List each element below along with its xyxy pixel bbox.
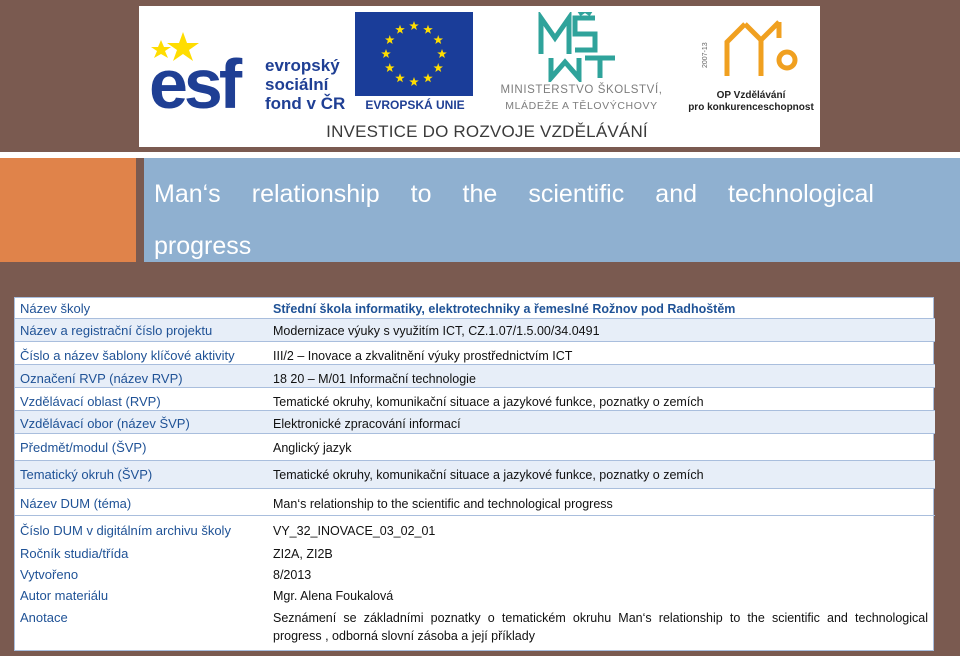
eu-label: EVROPSKÁ UNIE — [365, 98, 465, 112]
row-label: Název a registrační číslo projektu — [20, 323, 213, 338]
row-label: Předmět/modul (ŠVP) — [20, 440, 147, 455]
eu-star-icon — [381, 49, 391, 58]
esf-emblem-icon — [147, 10, 267, 114]
row-value: Man‘s relationship to the scientific and technological progress — [273, 497, 613, 511]
table-row — [15, 319, 935, 342]
row-value: ZI2A, ZI2B — [273, 547, 333, 561]
row-value: VY_32_INOVACE_03_02_01 — [273, 524, 436, 538]
row-value: Tematické okruhy, komunikační situace a jazykové funkce, poznatky o zemích — [273, 395, 704, 409]
table-row — [15, 563, 935, 584]
row-label: Označení RVP (název RVP) — [20, 371, 183, 386]
eu-star-icon — [423, 73, 433, 82]
eu-star-icon — [385, 63, 395, 72]
op-text: OP Vzdělávání pro konkurenceschopnost — [688, 90, 814, 113]
op-emblem-icon — [687, 12, 815, 88]
table-row — [15, 342, 935, 365]
table-row — [15, 541, 935, 563]
table-row — [15, 489, 935, 516]
row-value: Mgr. Alena Foukalová — [273, 589, 394, 603]
row-label: Vzdělávací oblast (RVP) — [20, 394, 161, 409]
esf-text: evropský sociální fond v ČR — [265, 56, 346, 113]
esf-logo — [147, 10, 355, 114]
table-row — [15, 365, 935, 388]
logo-banner — [139, 6, 820, 147]
msmt-monogram-icon — [479, 12, 684, 82]
row-label: Ročník studia/třída — [20, 546, 129, 561]
msmt-logo — [479, 12, 684, 114]
row-value: Střední škola informatiky, elektrotechniky a řemeslné Rožnov pod Radhoštěm — [273, 302, 736, 316]
msmt-line1: MINISTERSTVO ŠKOLSTVÍ, — [500, 84, 663, 96]
table-row — [15, 461, 935, 489]
eu-star-icon — [409, 77, 419, 86]
svg-text:esf: esf — [149, 45, 239, 114]
row-value: 8/2013 — [273, 568, 312, 582]
row-value: Modernizace výuky s využitím ICT, CZ.1.07/1.5.00/34.0491 — [273, 324, 600, 338]
row-label: Vytvořeno — [20, 567, 79, 582]
op-logo — [687, 12, 815, 114]
page-title: Man‘s relationship to the scientific and technological progress — [154, 180, 874, 260]
eu-star-icon — [395, 25, 405, 34]
row-label: Tematický okruh (ŠVP) — [20, 467, 153, 482]
info-table — [14, 297, 934, 651]
msmt-line2: MLÁDEŽE A TĚLOVÝCHOVY — [505, 100, 658, 112]
row-label: Anotace — [20, 610, 68, 625]
eu-logo — [355, 12, 475, 114]
table-row — [15, 606, 935, 650]
eu-star-icon — [385, 35, 395, 44]
eu-star-icon — [434, 35, 444, 44]
eu-star-icon — [409, 21, 419, 30]
row-value: III/2 – Inovace a zkvalitnění výuky prostřednictvím ICT — [273, 349, 573, 363]
row-label: Název školy — [20, 301, 91, 316]
row-label: Číslo a název šablony klíčové aktivity — [20, 348, 235, 363]
row-label: Autor materiálu — [20, 588, 109, 603]
eu-star-icon — [437, 49, 447, 58]
eu-star-icon — [434, 63, 444, 72]
row-label: Název DUM (téma) — [20, 496, 132, 511]
row-value: Elektronické zpracování informací — [273, 417, 461, 431]
eu-star-icon — [395, 73, 405, 82]
title-box — [144, 158, 960, 262]
table-row — [15, 584, 935, 606]
table-row — [15, 434, 935, 461]
row-label: Číslo DUM v digitálním archivu školy — [20, 523, 231, 538]
orange-accent-block — [0, 158, 136, 262]
row-value: 18 20 – M/01 Informační technologie — [273, 372, 476, 386]
row-value: Anglický jazyk — [273, 441, 352, 455]
table-row — [15, 388, 935, 411]
table-row — [15, 411, 935, 434]
row-label: Vzdělávací obor (název ŠVP) — [20, 416, 190, 431]
eu-flag-icon — [355, 12, 473, 96]
eu-star-icon — [423, 25, 433, 34]
row-value: Tematické okruhy, komunikační situace a jazykové funkce, poznatky o zemích — [273, 468, 704, 482]
table-row — [15, 516, 935, 541]
op-years: 2007-13 — [702, 42, 709, 68]
row-value: Seznámení se základními poznatky o tematickém okruhu Man‘s relationship to the scientific and technological progress , odborná slovní zásoba a její příklady — [273, 611, 928, 643]
table-row — [15, 298, 935, 319]
investice-slogan: INVESTICE DO ROZVOJE VZDĚLÁVÁNÍ — [326, 122, 648, 141]
